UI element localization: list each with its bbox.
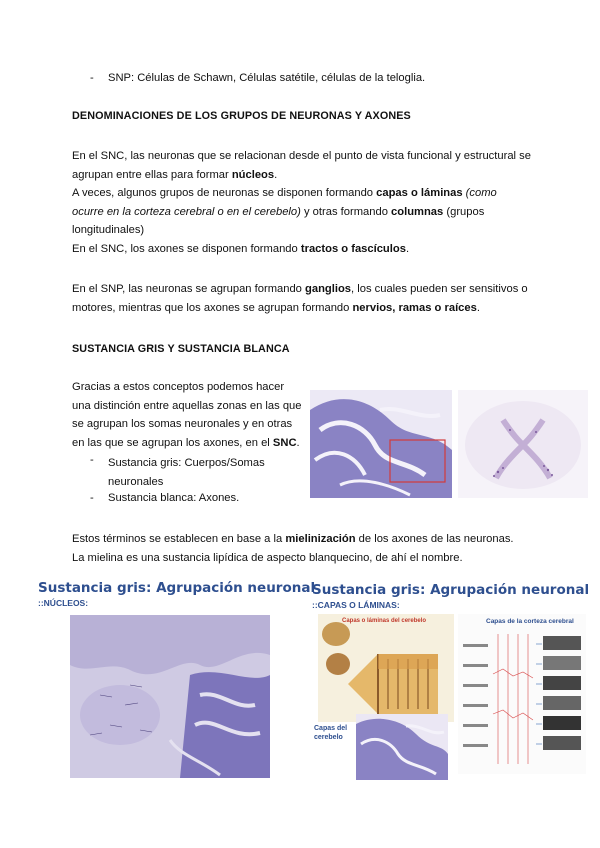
para1-line-d [72, 203, 542, 222]
text: en las que se agrupan los axones, en el [72, 436, 273, 449]
para1-line-e: longitudinales) [72, 224, 145, 236]
bold-term-capas: capas o láminas [376, 187, 463, 199]
label-cerebelo-layers: Capas o láminas del cerebelo [342, 618, 427, 624]
para3-line-1: Gracias a estos conceptos podemos hacer [72, 381, 285, 393]
para3-line-4 [72, 434, 312, 453]
para3-line-2: una distinción entre aquellas zonas en las que [72, 399, 302, 412]
cortex-layers-diagram [458, 614, 586, 774]
text: (grupos [443, 205, 485, 218]
slide-left-subtitle: ::NÚCLEOS: [38, 598, 89, 608]
text: Estos términos se establecen en base a la [72, 533, 286, 545]
bullet-dash: - [90, 454, 94, 466]
para1-line-f [72, 240, 542, 259]
italic-text: (como [462, 187, 497, 199]
para2-line-a [72, 280, 542, 299]
text: de los axones de las neuronas. [355, 533, 514, 545]
spinal-cord-histology-image [458, 390, 588, 498]
cerebellum-small-histology [356, 714, 448, 780]
text: En el SNP, las neuronas se agrupan formando [72, 283, 306, 295]
nuclei-drawing [70, 615, 270, 778]
paragraph-mielina [72, 530, 542, 567]
text: agrupan entre ellas para formar [72, 168, 232, 181]
cortex-layers-drawing [458, 614, 586, 774]
para1-line-b [72, 166, 542, 185]
label-capas-del-cerebelo: Capas del cerebelo [314, 725, 348, 741]
text: , los cuales pueden ser sensitivos o [351, 283, 528, 295]
text: . [476, 301, 480, 314]
text: y otras formando [300, 205, 392, 218]
spinal-cord-drawing [458, 390, 588, 498]
bold-term-mielinizacion: mielinización [285, 533, 356, 545]
para1-line-a: En el SNC, las neuronas que se relacionan desde el punto de vista funcional y estructural se [72, 150, 531, 162]
slide-left-title: Sustancia gris: Agrupación neuronal [38, 580, 316, 596]
cerebellum-layers-diagram [318, 614, 454, 722]
para1-line-c [72, 184, 542, 203]
paragraph-gris-blanca [72, 378, 312, 452]
bullet-gris [108, 454, 265, 491]
bullet-snp: SNP: Células de Schawn, Células satétile, células de la teloglia. [108, 72, 426, 84]
label-corteza-layers: Capas de la corteza cerebral [486, 618, 574, 625]
cerebellum-drawing [310, 390, 452, 498]
para3-line-3: se agrupan los somas neuronales y en otras [72, 418, 293, 430]
text: . [296, 436, 300, 449]
heading-sustancia: SUSTANCIA GRIS Y SUSTANCIA BLANCA [72, 343, 290, 355]
bold-term-tractos: tractos o fascículos [300, 242, 406, 255]
bold-term-snc: SNC [272, 436, 297, 449]
paragraph-snc [72, 147, 542, 258]
bullet-dash: - [90, 492, 94, 504]
cerebellum-histology-image [310, 390, 452, 498]
text: neuronales [108, 475, 164, 488]
bold-term-columnas: columnas [391, 205, 444, 218]
cerebellum-layers-drawing [318, 614, 454, 722]
para4-line-a [72, 530, 542, 549]
bold-term-nervios: nervios, ramas o raíces [352, 301, 477, 314]
text: motores, mientras que los axones se agrupan formando [72, 301, 353, 314]
text: . [405, 242, 410, 255]
text: Sustancia gris: Cuerpos/Somas [108, 457, 265, 469]
text: En el SNC, los axones se disponen formando [72, 242, 301, 255]
text: A veces, algunos grupos de neuronas se disponen formando [72, 187, 377, 199]
bullet-dash: - [90, 72, 94, 84]
para4-line-b: La mielina es una sustancia lipídica de aspecto blanquecino, de ahí el nombre. [72, 551, 463, 564]
nuclei-histology-image [70, 615, 270, 778]
paragraph-snp [72, 280, 542, 317]
bold-term-ganglios: ganglios [305, 283, 352, 295]
text: . [274, 168, 278, 181]
italic-text: ocurre en la corteza cerebral o en el cerebelo) [72, 205, 301, 218]
bullet-blanca: Sustancia blanca: Axones. [108, 492, 240, 504]
slide-right-title: Sustancia gris: Agrupación neuronal [312, 582, 590, 598]
heading-denominaciones: DENOMINACIONES DE LOS GRUPOS DE NEURONAS Y AXONES [72, 110, 411, 122]
slide-right-subtitle: ::CAPAS O LÁMINAS: [312, 600, 400, 610]
bold-term-nucleos: núcleos [231, 168, 275, 181]
cerebellum-small-drawing [356, 714, 448, 780]
para2-line-b [72, 299, 542, 318]
